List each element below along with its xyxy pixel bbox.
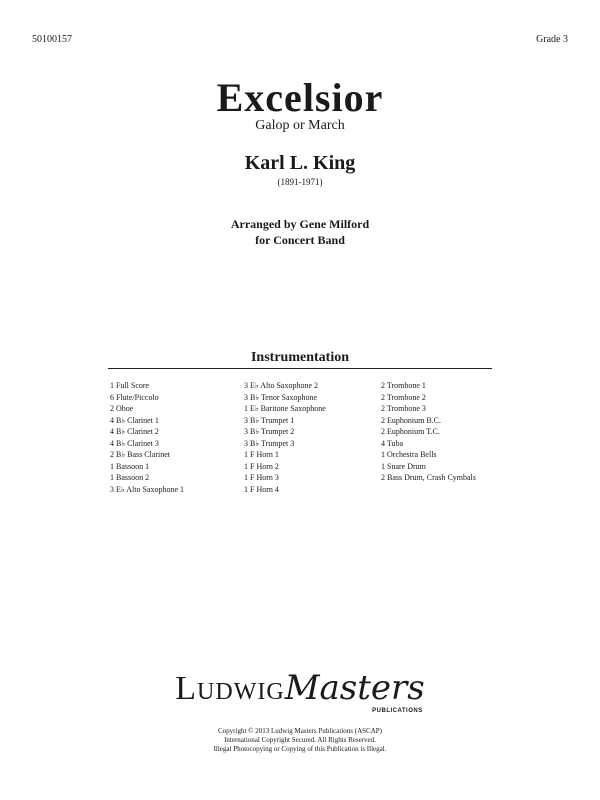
instrument-item: 2 Trombone 1 (381, 381, 426, 390)
copyright-line: International Copyright Secured. All Rights Reserved. (224, 736, 376, 744)
instrument-item: 3 E♭ Alto Saxophone 1 (110, 484, 184, 494)
instrument-column-3 (381, 380, 476, 484)
copyright-line: Copyright © 2013 Ludwig Masters Publications (ASCAP) (218, 727, 382, 735)
instrument-item: 1 F Horn 2 (244, 461, 279, 471)
catalog-number: 50100157 (32, 34, 72, 45)
logo-masters: Masters (284, 668, 425, 708)
instrument-column-2 (244, 380, 326, 495)
piece-title: Excelsior (216, 75, 384, 120)
instrument-item: 4 B♭ Clarinet 2 (110, 427, 159, 436)
instrument-item: 1 Bassoon 2 (110, 473, 150, 482)
instrument-item: 3 B♭ Trumpet 1 (244, 415, 295, 425)
instrument-item: 6 Flute/Piccolo (110, 392, 159, 402)
instrument-item: 4 B♭ Clarinet 1 (110, 415, 159, 425)
instrument-item: 4 Tuba (381, 438, 404, 448)
composer-dates: (1891-1971) (277, 177, 323, 187)
logo-publications: PUBLICATIONS (372, 708, 423, 714)
instrumentation-heading: Instrumentation (250, 350, 349, 365)
copyright-notice (0, 727, 600, 754)
piece-subtitle: Galop or March (255, 118, 345, 133)
instrument-item: 4 B♭ Clarinet 3 (110, 438, 159, 448)
instrument-item: 2 Trombone 2 (381, 392, 426, 402)
publisher-logo (0, 668, 600, 714)
instrument-item: 3 B♭ Tenor Saxophone (244, 392, 318, 402)
logo-ludwig: Ludwig (175, 670, 285, 707)
grade-label: Grade 3 (536, 34, 568, 45)
instrument-item: 1 E♭ Baritone Saxophone (244, 404, 326, 413)
instrument-item: 2 Euphonium B.C. (381, 415, 442, 425)
instrument-item: 2 Oboe (110, 404, 134, 413)
composer-name: Karl L. King (244, 152, 356, 174)
instrument-item: 3 B♭ Trumpet 2 (244, 427, 295, 436)
instrument-column-1 (110, 380, 184, 495)
instrument-item: 1 Full Score (110, 381, 150, 390)
heading-rule (108, 368, 492, 369)
instrument-item: 1 Snare Drum (381, 461, 426, 471)
instrument-item: 2 Euphonium T.C. (381, 427, 440, 436)
instrument-item: 1 F Horn 4 (244, 484, 279, 494)
instrument-item: 1 Bassoon 1 (110, 461, 150, 471)
instrument-item: 1 F Horn 1 (244, 450, 279, 459)
instrument-item: 1 Orchestra Bells (381, 450, 437, 459)
instrument-item: 2 B♭ Bass Clarinet (110, 450, 170, 459)
instrument-item: 2 Trombone 3 (381, 404, 426, 413)
ensemble-line: for Concert Band (255, 233, 345, 247)
instrument-item: 2 Bass Drum, Crash Cymbals (381, 473, 476, 482)
instrument-item: 3 B♭ Trumpet 3 (244, 438, 295, 448)
arranger-block (0, 216, 600, 248)
arranger-line: Arranged by Gene Milford (230, 217, 370, 231)
copyright-line: Illegal Photocopying or Copying of this Publication is Illegal. (213, 745, 387, 753)
instrument-item: 1 F Horn 3 (244, 473, 279, 482)
instrument-item: 3 E♭ Alto Saxophone 2 (244, 381, 318, 390)
